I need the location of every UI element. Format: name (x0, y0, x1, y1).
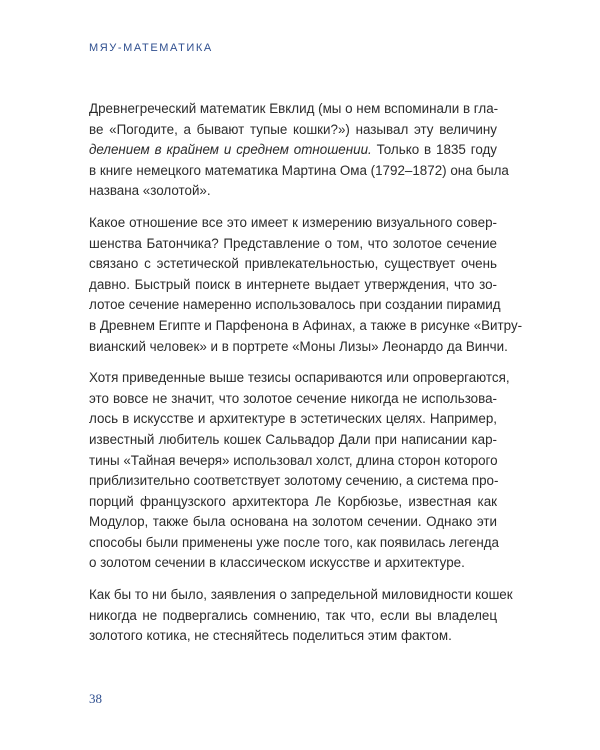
text-line: в книге немецкого математика Мартина Ома (1792–1872) она была (89, 162, 509, 178)
body-text (89, 99, 523, 647)
paragraph-3 (89, 368, 510, 574)
paragraph-1 (89, 99, 509, 202)
text-line: приблизительно соответствует золотому сечению, а система про- (89, 473, 499, 489)
text-line: лось в искусстве и архитектуре в эстетических целях. Например, (89, 411, 497, 427)
text-line: Какое отношение все это имеет к измерению визуального совер- (89, 214, 497, 230)
paragraph-4 (89, 585, 513, 647)
text-line: это вовсе не значит, что золотое сечение никогда не использова- (89, 390, 497, 406)
text-line: связано с эстетической привлекательностью, существует очень (89, 256, 497, 272)
text-line: способы были применены уже после того, как появилась легенда (89, 534, 500, 550)
text-line: ве «Погодите, а бывают тупые кошки?») называл эту величину (89, 121, 497, 137)
italic-term: делением в крайнем и среднем отношении. (89, 142, 372, 158)
text-line: в Древнем Египте и Парфенона в Афинах, а также в рисунке «Витру- (89, 317, 523, 333)
text-line: лотое сечение намеренно использовалось при создании пирамид (89, 297, 501, 313)
text-line: шенства Батончика? Представление о том, что золотое сечение (89, 235, 497, 251)
text-line: названа «золотой». (89, 183, 211, 199)
text-line: вианский человек» и в портрете «Моны Лизы» Леонардо да Винчи. (89, 338, 508, 354)
text-line: Модулор, также была основана на золотом сечении. Однако эти (89, 514, 497, 530)
text-line: Хотя приведенные выше тезисы оспариваются или опровергаются, (89, 370, 510, 386)
text-line: о золотом сечении в классическом искусстве и архитектуре. (89, 555, 465, 571)
text-line: порций французского архитектора Ле Корбюзье, известная как (89, 493, 497, 509)
text-line: давно. Быстрый поиск в интернете выдает утверждения, что зо- (89, 276, 497, 292)
paragraph-2 (89, 213, 523, 357)
text-line: известный любитель кошек Сальвадор Дали при написании кар- (89, 431, 497, 447)
text-line: никогда не подвергались сомнению, так что, если вы владелец (89, 607, 497, 623)
text-line: Как бы то ни было, заявления о запредельной миловидности кошек (89, 587, 513, 603)
text-line: золотого котика, не стесняйтесь поделиться этим фактом. (89, 628, 452, 644)
running-header: МЯУ-МАТЕМАТИКА (89, 42, 213, 54)
text-line: Древнегреческий математик Евклид (мы о нем вспоминали в гла- (89, 101, 499, 116)
text-fragment: Только в 1835 году (371, 142, 497, 158)
text-line (89, 140, 497, 161)
page-number: 38 (89, 691, 102, 706)
text-line: тины «Тайная вечеря» использовал холст, длина сторон которого (89, 452, 498, 468)
